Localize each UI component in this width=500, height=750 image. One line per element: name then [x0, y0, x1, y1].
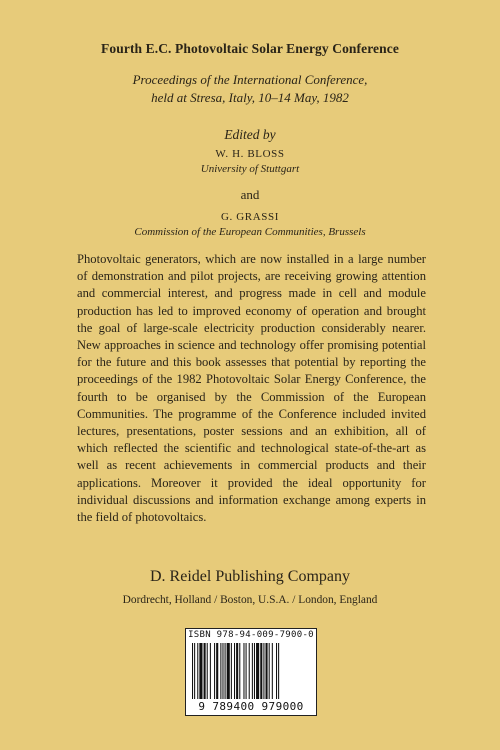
barcode-stripe: [260, 643, 262, 699]
barcode-stripe: [199, 643, 202, 699]
barcode-stripe: [239, 643, 240, 699]
barcode-stripe: [222, 643, 223, 699]
barcode-stripe: [269, 643, 270, 699]
barcode-stripe: [249, 643, 250, 699]
barcode-stripe: [252, 643, 253, 699]
barcode-stripe: [243, 643, 244, 699]
barcode-stripe: [263, 643, 264, 699]
barcode-stripe: [234, 643, 235, 699]
barcode-stripe: [194, 643, 195, 699]
barcode-stripe: [225, 643, 226, 699]
barcode-stripe: [236, 643, 238, 699]
barcode-stripe: [231, 643, 232, 699]
barcode-stripe: [254, 643, 255, 699]
barcode-bars: [192, 643, 310, 699]
proceedings-line-1: Proceedings of the International Conference,: [132, 72, 368, 87]
editor-1-name: W. H. BLOSS: [215, 148, 285, 160]
isbn-barcode: [185, 628, 317, 716]
barcode-stripe: [197, 643, 198, 699]
barcode-stripe: [266, 643, 268, 699]
barcode-stripe: [216, 643, 218, 699]
publisher-name: D. Reidel Publishing Company: [150, 568, 350, 585]
barcode-stripe: [278, 643, 279, 699]
barcode-stripe: [272, 643, 273, 699]
publisher-address: Dordrecht, Holland / Boston, U.S.A. / London, England: [122, 594, 378, 606]
barcode-stripe: [204, 643, 206, 699]
editor-2-affiliation: Commission of the European Communities, Brussels: [134, 226, 366, 238]
editor-2-name: G. GRASSI: [221, 211, 279, 223]
edited-by-label: Edited by: [224, 127, 276, 142]
barcode-stripe: [214, 643, 215, 699]
description-paragraph: Photovoltaic generators, which are now installed in a large number of demonstration and pilot projects, are receiving growing attention and commercial interest, and progress made in cell and module production has led to improved economy of operation and brought the goal of large-scale electricity production considerably nearer. New approaches in science and technology offer promising potential for the future and this book assesses that potential by reporting the proceedings of the 1982 Photovoltaic Solar Energy Conference, the fourth to be organised by the Commission of the European Communities. The programme of the Conference included invited lectures, presentations, poster sessions and an exhibition, all of which reflected the scientific and technological state-of-the-art as well as recent achievements in commercial products and their applications. Moreover it provided the ideal opportunity for individual discussions and information exchange among experts in the field of photovoltaics.: [77, 252, 426, 525]
barcode-stripe: [207, 643, 208, 699]
proceedings-line-2: held at Stresa, Italy, 10–14 May, 1982: [151, 90, 349, 105]
barcode-stripe: [246, 643, 247, 699]
barcode-stripe: [227, 643, 230, 699]
isbn-number: ISBN 978-94-009-7900-0: [188, 630, 314, 640]
barcode-digits: 9 789400 979000: [198, 700, 304, 713]
barcode-stripe: [210, 643, 211, 699]
barcode-stripe: [192, 643, 193, 699]
barcode-stripe: [220, 643, 221, 699]
book-title: Fourth E.C. Photovoltaic Solar Energy Conference: [101, 41, 399, 56]
editor-1-affiliation: University of Stuttgart: [200, 163, 300, 175]
barcode-stripe: [276, 643, 277, 699]
and-label: and: [240, 187, 260, 202]
barcode-stripe: [256, 643, 259, 699]
